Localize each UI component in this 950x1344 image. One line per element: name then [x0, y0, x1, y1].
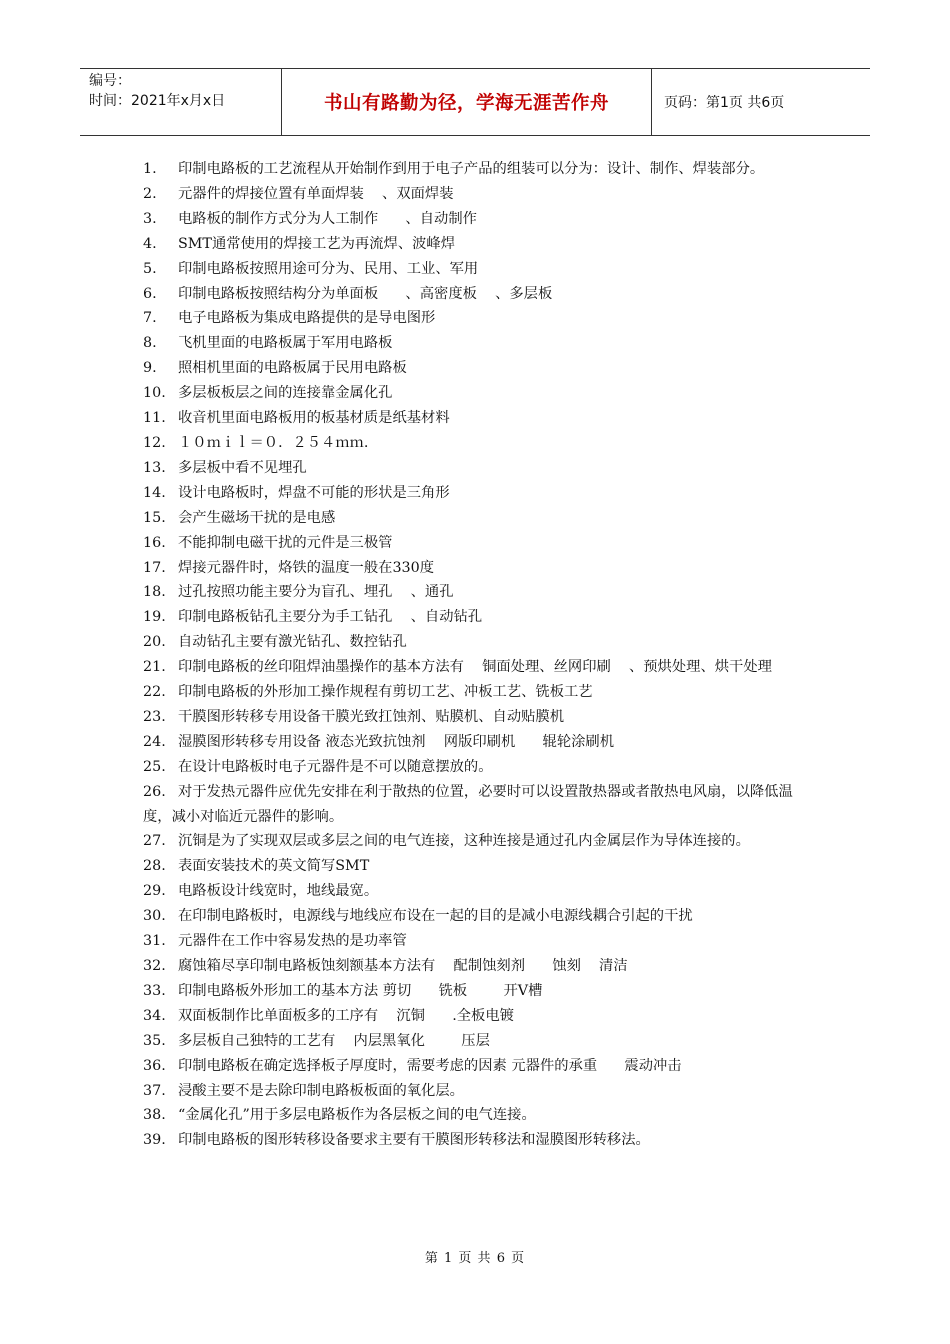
- item-number: 10.: [143, 385, 166, 402]
- page-footer: 第 1 页 共 6 页: [424, 1251, 526, 1266]
- list-item: [143, 456, 809, 481]
- item-text: 不能抑制电磁干扰的元件是三极管: [178, 534, 393, 551]
- item-text: 元器件在工作中容易发热的是功率管: [178, 933, 407, 950]
- item-number: 30.: [143, 908, 166, 925]
- list-item: [143, 556, 809, 581]
- list-item: [143, 854, 809, 879]
- header-page-info: 页码：第1页 共6页: [664, 95, 785, 111]
- item-number: 7.: [143, 310, 157, 327]
- list-item: [143, 282, 809, 307]
- list-item: [143, 331, 809, 356]
- item-text: 印制电路板的工艺流程从开始制作到用于电子产品的组装可以分为：设计、制作、焊装部分。: [178, 161, 765, 177]
- item-text: 印制电路板按照用途可分为、民用、工业、军用: [178, 260, 479, 277]
- list-item: [143, 780, 809, 830]
- item-number: 12.: [143, 434, 166, 451]
- item-number: 8.: [143, 335, 157, 352]
- list-item: [143, 655, 809, 680]
- item-number: 24.: [143, 733, 166, 750]
- item-number: 13.: [143, 459, 166, 476]
- list-item: [143, 506, 809, 531]
- item-text: 电路板设计线宽时，地线最宽。: [178, 883, 379, 900]
- item-number: 34.: [143, 1007, 166, 1024]
- item-number: 11.: [143, 410, 166, 427]
- header-meta: [80, 69, 282, 135]
- list-item: [143, 1004, 809, 1029]
- item-number: 9.: [143, 360, 157, 377]
- list-item: [143, 232, 809, 257]
- item-text: １０ｍｉｌ＝０．２５４ｍｍ.: [178, 434, 369, 451]
- item-number: 39.: [143, 1132, 166, 1149]
- item-number: 37.: [143, 1082, 166, 1099]
- item-number: 16.: [143, 534, 166, 551]
- list-item: [143, 730, 809, 755]
- document-body: [143, 157, 809, 1153]
- list-item: [143, 979, 809, 1004]
- item-text: 会产生磁场干扰的是电感: [178, 509, 336, 526]
- header-motto-cell: [282, 69, 652, 135]
- list-item: [143, 531, 809, 556]
- list-item: [143, 1054, 809, 1079]
- list-item: [143, 904, 809, 929]
- item-text: 在设计电路板时电子元器件是不可以随意摆放的。: [178, 758, 493, 775]
- list-item: [143, 680, 809, 705]
- item-number: 21.: [143, 659, 166, 676]
- item-number: 36.: [143, 1057, 166, 1074]
- list-item: [143, 481, 809, 506]
- item-text: 印制电路板的外形加工操作规程有剪切工艺、冲板工艺、铣板工艺: [178, 684, 593, 701]
- item-number: 19.: [143, 609, 166, 626]
- item-text: 沉铜是为了实现双层或多层之间的电气连接，这种连接是通过孔内金属层作为导体连接的。: [178, 833, 750, 850]
- item-number: 28.: [143, 858, 166, 875]
- item-number: 31.: [143, 933, 166, 950]
- item-text: 收音机里面电路板用的板基材质是纸基材料: [178, 410, 450, 427]
- item-text: 元器件的焊接位置有单面焊装 、双面焊装: [178, 185, 454, 202]
- page-header: [80, 68, 870, 136]
- item-text: 印制电路板钻孔主要分为手工钻孔 、自动钻孔: [178, 609, 483, 626]
- list-item: [143, 630, 809, 655]
- list-item: [143, 879, 809, 904]
- item-number: 33.: [143, 982, 166, 999]
- item-number: 2.: [143, 185, 157, 202]
- item-text: 表面安装技术的英文简写SMT: [178, 858, 370, 875]
- item-number: 17.: [143, 559, 166, 576]
- document-number-label: 编号：: [89, 73, 131, 89]
- item-number: 29.: [143, 883, 166, 900]
- item-text: 多层板板层之间的连接靠金属化孔: [178, 385, 393, 402]
- item-text: 印制电路板的丝印阻焊油墨操作的基本方法有 铜面处理、丝网印刷 、预烘处理、烘干处理: [178, 659, 772, 676]
- list-item: [143, 1029, 809, 1054]
- item-text: 电子电路板为集成电路提供的是导电图形: [178, 310, 436, 327]
- list-item: [143, 182, 809, 207]
- list-item: [143, 381, 809, 406]
- list-item: [143, 580, 809, 605]
- list-item: [143, 929, 809, 954]
- item-text: 飞机里面的电路板属于军用电路板: [178, 335, 393, 352]
- item-number: 6.: [143, 285, 157, 302]
- item-number: 26.: [143, 783, 166, 800]
- list-item: [143, 829, 809, 854]
- list-item: [143, 605, 809, 630]
- list-item: [143, 1079, 809, 1104]
- item-text: 过孔按照功能主要分为盲孔、埋孔 、通孔: [178, 584, 454, 601]
- list-item: [143, 306, 809, 331]
- item-number: 14.: [143, 484, 166, 501]
- item-text: 浸酸主要不是去除印制电路板板面的氧化层。: [178, 1082, 464, 1099]
- item-text: 多层板自己独特的工艺有 内层黑氧化 压层: [178, 1032, 490, 1049]
- item-text: 多层板中看不见埋孔: [178, 459, 307, 476]
- list-item: [143, 257, 809, 282]
- document-date: 时间：2021年x月x日: [89, 93, 226, 109]
- header-motto: 书山有路勤为径，学海无涯苦作舟: [323, 93, 609, 114]
- item-text: 在印制电路板时，电源线与地线应布设在一起的目的是减小电源线耦合引起的干扰: [178, 908, 693, 925]
- list-item: [143, 406, 809, 431]
- item-number: 4.: [143, 235, 157, 252]
- list-item: [143, 157, 809, 182]
- item-number: 22.: [143, 684, 166, 701]
- item-text: 印制电路板按照结构分为单面板 、高密度板 、多层板: [178, 285, 553, 302]
- item-number: 35.: [143, 1032, 166, 1049]
- item-text: “金属化孔”用于多层电路板作为各层板之间的电气连接。: [178, 1107, 536, 1124]
- list-item: [143, 705, 809, 730]
- item-text: 焊接元器件时，烙铁的温度一般在330度: [178, 559, 435, 576]
- item-number: 38.: [143, 1107, 166, 1124]
- item-number: 20.: [143, 634, 166, 651]
- item-text: 印制电路板在确定选择板子厚度时，需要考虑的因素 元器件的承重 震动冲击: [178, 1057, 682, 1074]
- item-text: 对于发热元器件应优先安排在利于散热的位置，必要时可以设置散热器或者散热电风扇，以降低温度，减小对临近元器件的影响。: [143, 783, 793, 825]
- list-item: [143, 1103, 809, 1128]
- item-number: 1.: [143, 161, 157, 177]
- item-number: 3.: [143, 210, 157, 227]
- item-number: 27.: [143, 833, 166, 850]
- list-item: [143, 1128, 809, 1153]
- list-item: [143, 431, 809, 456]
- item-text: 印制电路板的图形转移设备要求主要有干膜图形转移法和湿膜图形转移法。: [178, 1132, 650, 1149]
- item-text: 干膜图形转移专用设备干膜光致扛蚀剂、贴膜机、自动贴膜机: [178, 708, 565, 725]
- list-item: [143, 755, 809, 780]
- item-text: SMT通常使用的焊接工艺为再流焊、波峰焊: [178, 235, 456, 252]
- list-item: [143, 954, 809, 979]
- item-text: 湿膜图形转移专用设备 液态光致抗蚀剂 网版印刷机 辊轮涂刷机: [178, 733, 615, 750]
- item-number: 18.: [143, 584, 166, 601]
- item-number: 15.: [143, 509, 166, 526]
- item-text: 印制电路板外形加工的基本方法 剪切 铣板 开V槽: [178, 982, 543, 999]
- list-item: [143, 356, 809, 381]
- item-text: 自动钻孔主要有激光钻孔、数控钻孔: [178, 634, 407, 651]
- item-text: 电路板的制作方式分为人工制作 、自动制作: [178, 210, 477, 227]
- item-number: 23.: [143, 708, 166, 725]
- item-text: 双面板制作比单面板多的工序有 沉铜 .全板电镀: [178, 1007, 514, 1024]
- item-text: 照相机里面的电路板属于民用电路板: [178, 360, 407, 377]
- item-text: 腐蚀箱尽享印制电路板蚀刻额基本方法有 配制蚀刻剂 蚀刻 清洁: [178, 958, 628, 974]
- list-item: [143, 207, 809, 232]
- item-text: 设计电路板时，焊盘不可能的形状是三角形: [178, 484, 450, 501]
- item-number: 25.: [143, 758, 166, 775]
- item-number: 5.: [143, 260, 157, 277]
- item-number: 32.: [143, 958, 166, 974]
